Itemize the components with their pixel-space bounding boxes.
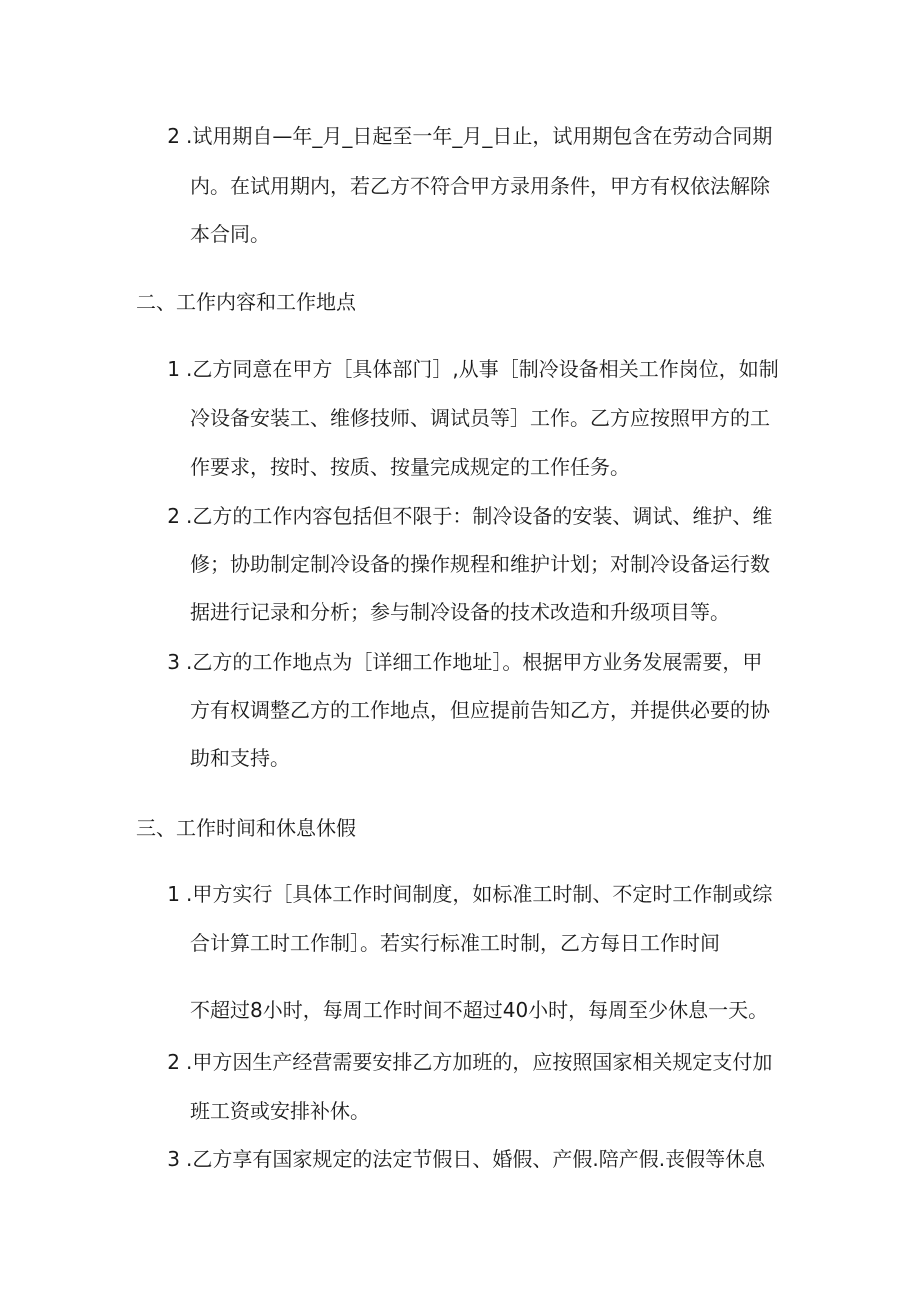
item-number: 1 xyxy=(167,882,180,906)
section-heading: 三、工作时间和休息休假 xyxy=(136,816,356,840)
paragraph-line: .乙方享有国家规定的法定节假日、婚假、产假.陪产假.丧假等休息 xyxy=(186,1147,766,1171)
item-number: 1 xyxy=(167,357,180,381)
item-number: 2 xyxy=(167,1050,180,1074)
paragraph-line: .甲方因生产经营需要安排乙方加班的，应按照国家相关规定支付加 xyxy=(186,1050,773,1074)
item-number: 2 xyxy=(167,504,180,528)
paragraph-line: 内。在试用期内，若乙方不符合甲方录用条件，甲方有权依法解除 xyxy=(190,174,770,198)
paragraph-line: .试用期自—年_月_日起至一年_月_日止，试用期包含在劳动合同期 xyxy=(186,124,773,148)
paragraph-line: 据进行记录和分析；参与制冷设备的技术改造和升级项目等。 xyxy=(190,600,730,624)
paragraph-line: .甲方实行［具体工作时间制度，如标准工时制、不定时工作制或综 xyxy=(186,882,773,906)
paragraph-line: 助和支持。 xyxy=(190,746,290,770)
paragraph-line: 作要求，按时、按质、按量完成规定的工作任务。 xyxy=(190,455,630,479)
paragraph-line: .乙方同意在甲方［具体部门］,从事［制冷设备相关工作岗位，如制 xyxy=(186,357,779,381)
paragraph-line: 本合同。 xyxy=(190,222,270,246)
paragraph-line: 班工资或安排补休。 xyxy=(190,1099,370,1123)
paragraph-line: 冷设备安装工、维修技师、调试员等］工作。乙方应按照甲方的工 xyxy=(190,406,770,430)
section-heading: 二、工作内容和工作地点 xyxy=(136,290,356,314)
paragraph-line: .乙方的工作内容包括但不限于：制冷设备的安装、调试、维护、维 xyxy=(186,504,773,528)
item-number: 3 xyxy=(167,650,180,674)
paragraph-line: .乙方的工作地点为［详细工作地址］。根据甲方业务发展需要，甲 xyxy=(186,650,763,674)
item-number: 2 xyxy=(167,124,180,148)
item-number: 3 xyxy=(167,1147,180,1171)
paragraph-line: 方有权调整乙方的工作地点，但应提前告知乙方，并提供必要的协 xyxy=(190,698,770,722)
paragraph-line: 修；协助制定制冷设备的操作规程和维护计划；对制冷设备运行数 xyxy=(190,552,770,576)
paragraph-line: 合计算工时工作制］。若实行标准工时制，乙方每日工作时间 xyxy=(190,931,720,955)
paragraph-line: 不超过8小时，每周工作时间不超过40小时，每周至少休息一天。 xyxy=(190,998,769,1022)
